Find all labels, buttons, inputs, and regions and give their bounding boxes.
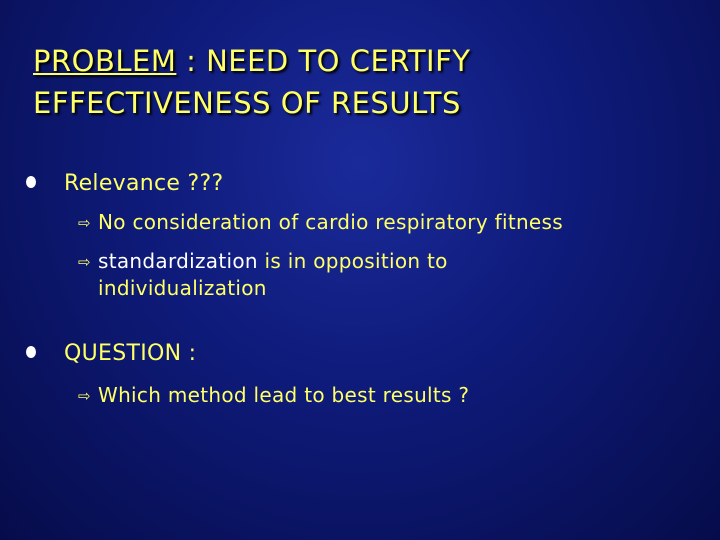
title-need-to-certify: : NEED TO CERTIFY (176, 44, 471, 78)
sub-bullet-which-method (78, 382, 469, 409)
bullet-relevance (26, 171, 223, 196)
bullet-relevance-text: Relevance ??? (64, 171, 224, 196)
bullet-dot-icon (26, 346, 36, 358)
title-line-2: EFFECTIVENESS OF RESULTS (33, 86, 461, 120)
sub-bullet-standardization (78, 248, 448, 301)
bullet-question-text: QUESTION : (64, 341, 197, 366)
arrow-right-icon: ⇨ (78, 387, 91, 405)
sub-bullet-standardization-word: standardization (98, 249, 258, 273)
sub-bullet-cardio (78, 209, 563, 236)
sub-bullet-which-method-text: Which method lead to best results ? (98, 383, 470, 407)
sub-bullet-individualization: individualization (98, 276, 267, 300)
bullet-dot-icon (26, 176, 36, 188)
slide-title (33, 40, 693, 124)
sub-bullet-cardio-text: No consideration of cardio respiratory fitness (98, 210, 563, 234)
bullet-question (26, 341, 196, 366)
title-problem: PROBLEM (33, 44, 177, 78)
sub-bullet-standardization-rest: is in opposition to (257, 249, 448, 273)
arrow-right-icon: ⇨ (78, 214, 91, 232)
arrow-right-icon: ⇨ (78, 253, 91, 271)
